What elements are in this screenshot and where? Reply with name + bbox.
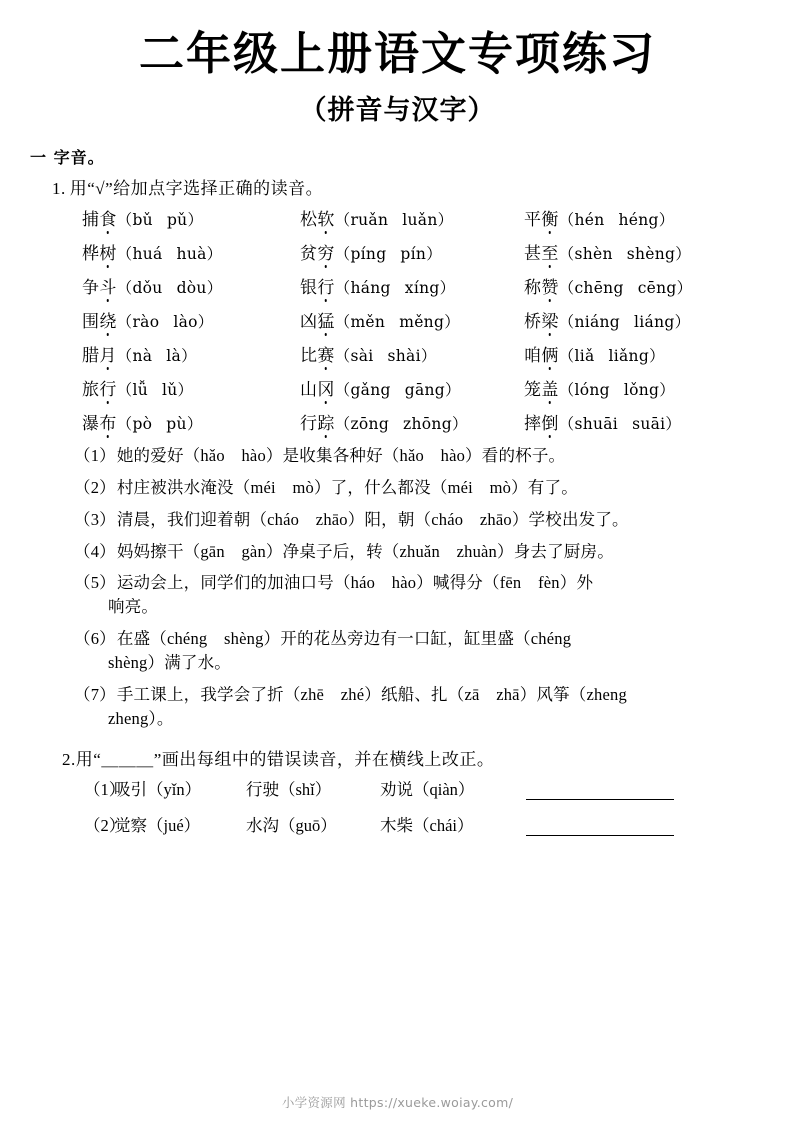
sentence-item[interactable]: [74, 627, 734, 675]
pinyin-item[interactable]: [300, 239, 524, 264]
pinyin-item[interactable]: [82, 341, 300, 366]
answer-blank[interactable]: [526, 820, 674, 836]
pinyin-option-2[interactable]: là: [166, 346, 182, 365]
pinyin-option-1[interactable]: zōng: [350, 414, 390, 433]
pinyin-option-2[interactable]: zhōng: [403, 414, 452, 433]
pinyin-option-1[interactable]: měn: [350, 312, 386, 331]
pinyin-item[interactable]: [82, 307, 300, 332]
word-char: 银: [300, 277, 318, 297]
sentence-text: 运动会上，同学们的加油口号（háo hào）喊得分（fēn fèn）外: [116, 573, 594, 593]
sentence-index: （1）: [74, 445, 116, 465]
sentence-index: （2）: [74, 477, 116, 497]
exercise-2-number: 2.: [62, 749, 76, 769]
pinyin-options: （měn měng）: [334, 312, 460, 331]
section-heading: 一 字音。: [30, 147, 105, 167]
dotted-char: 穷: [317, 239, 334, 264]
word-char: 笼: [524, 379, 542, 399]
sentence-item[interactable]: [74, 476, 734, 500]
exercise-2-row: [84, 776, 734, 800]
pinyin-option-2[interactable]: měng: [399, 312, 445, 331]
pinyin-option-1[interactable]: nà: [132, 346, 153, 365]
sentence-item[interactable]: [74, 508, 734, 532]
pinyin-option-2[interactable]: lào: [173, 312, 198, 331]
word-char: 桥: [524, 311, 542, 331]
pinyin-options: （niáng liáng）: [558, 312, 691, 331]
exercise-1-text: 用“√”给加点字选择正确的读音。: [69, 178, 324, 198]
pinyin-option-1[interactable]: háng: [350, 278, 391, 297]
pinyin-item[interactable]: [82, 205, 300, 230]
word-char: 行: [300, 413, 318, 433]
pinyin-item[interactable]: [300, 341, 524, 366]
pinyin-choice-grid: [82, 205, 722, 434]
sentence-text: 清晨，我们迎着朝（cháo zhāo）阳，朝（cháo zhāo）学校出发了。: [116, 509, 629, 529]
sentence-text: 村庄被洪水淹没（méi mò）了，什么都没（méi mò）有了。: [116, 477, 578, 497]
pinyin-option-2[interactable]: dòu: [176, 278, 207, 297]
pinyin-options: （lǚ lǔ）: [116, 380, 194, 399]
pinyin-options: （bǔ pǔ）: [116, 210, 204, 229]
sentence-index: （5）: [74, 573, 116, 593]
page-title: 二年级上册语文专项练习: [138, 27, 656, 80]
word-char: 甚: [524, 243, 542, 263]
pinyin-option-1[interactable]: shèn: [574, 244, 613, 263]
sentence-continuation: shèng）满了水。: [108, 653, 231, 673]
word-char: 瀑: [82, 413, 100, 433]
pinyin-options: （shuāi suāi）: [558, 414, 682, 433]
word-option[interactable]: 觉察（jué）: [114, 815, 201, 835]
row-index: （2）: [84, 815, 126, 835]
sentence-index: （7）: [74, 685, 116, 705]
pinyin-item[interactable]: [300, 375, 524, 400]
word-option[interactable]: 吸引（yǐn）: [114, 779, 202, 799]
dotted-char: 衡: [541, 205, 558, 230]
sentence-text: 手工课上，我学会了折（zhē zhé）纸船、扎（zā zhā）风筝（zheng: [116, 685, 627, 705]
pinyin-option-2[interactable]: héng: [618, 210, 659, 229]
pinyin-option-1[interactable]: dǒu: [132, 278, 163, 297]
pinyin-option-1[interactable]: lǚ: [132, 380, 148, 399]
sentence-list: [74, 444, 734, 731]
pinyin-item[interactable]: [524, 341, 722, 366]
pinyin-option-2[interactable]: lǔ: [161, 380, 178, 399]
pinyin-item[interactable]: [300, 307, 524, 332]
row-index: （1）: [84, 779, 126, 799]
dotted-char: 梁: [541, 307, 558, 332]
sentence-text: 妈妈擦干（gān gàn）净桌子后，转（zhuǎn zhuàn）身去了厨房。: [116, 541, 614, 561]
pinyin-option-1[interactable]: rào: [132, 312, 160, 331]
word-option[interactable]: 水沟（guō）: [246, 815, 337, 835]
pinyin-option-2[interactable]: huà: [176, 244, 207, 263]
pinyin-option-2[interactable]: suāi: [632, 414, 666, 433]
dotted-char: 食: [99, 205, 116, 230]
dotted-char: 斗: [99, 273, 116, 298]
word-char: 平: [524, 209, 542, 229]
pinyin-options: （pò pù）: [116, 414, 203, 433]
pinyin-item[interactable]: [82, 375, 300, 400]
pinyin-item[interactable]: [524, 239, 722, 264]
word-char: 争: [82, 277, 100, 297]
pinyin-option-2[interactable]: gāng: [404, 380, 445, 399]
pinyin-row: [82, 205, 722, 230]
word-char: 桦: [82, 243, 100, 263]
pinyin-option-2[interactable]: xíng: [404, 278, 440, 297]
pinyin-row: [82, 375, 722, 400]
pinyin-option-2[interactable]: shài: [387, 346, 421, 365]
word-char: 捕: [82, 209, 100, 229]
pinyin-option-1[interactable]: hén: [574, 210, 605, 229]
pinyin-options: （dǒu dòu）: [116, 278, 223, 297]
word-char: 围: [82, 311, 100, 331]
page-subtitle: （拼音与汉字）: [299, 94, 496, 126]
pinyin-option-2[interactable]: liáng: [634, 312, 675, 331]
pinyin-item[interactable]: [524, 375, 722, 400]
dotted-char: 赞: [541, 273, 558, 298]
dotted-char: 布: [99, 409, 116, 434]
dotted-char: 俩: [541, 341, 558, 366]
pinyin-item[interactable]: [300, 273, 524, 298]
pinyin-options: （háng xíng）: [334, 278, 456, 297]
pinyin-row: [82, 341, 722, 366]
pinyin-row: [82, 307, 722, 332]
pinyin-option-2[interactable]: pǔ: [166, 210, 188, 229]
dotted-char: 倒: [541, 409, 558, 434]
exercise-2-rows: [84, 776, 734, 836]
pinyin-option-2[interactable]: luǎn: [402, 210, 438, 229]
pinyin-item[interactable]: [300, 409, 524, 434]
pinyin-row: [82, 409, 722, 434]
pinyin-option-2[interactable]: liǎng: [608, 346, 650, 365]
exercise-2-row: [84, 812, 734, 836]
exercise-1-number: 1.: [52, 178, 66, 198]
sentence-continuation: zheng）。: [108, 709, 174, 729]
pinyin-option-1[interactable]: píng: [350, 244, 387, 263]
dotted-char: 树: [99, 239, 116, 264]
sentence-index: （3）: [74, 509, 116, 529]
pinyin-option-1[interactable]: pò: [132, 414, 153, 433]
word-char: 贫: [300, 243, 318, 263]
sentence-item[interactable]: [74, 444, 734, 468]
word-char: 腊: [82, 345, 100, 365]
dotted-char: 至: [541, 239, 558, 264]
pinyin-option-1[interactable]: sài: [350, 346, 374, 365]
pinyin-option-1[interactable]: niáng: [574, 312, 621, 331]
pinyin-item[interactable]: [524, 273, 722, 298]
pinyin-options: （nà là）: [116, 346, 197, 365]
word-option[interactable]: 木柴（chái）: [380, 815, 474, 835]
pinyin-options: （huá huà）: [116, 244, 223, 263]
dotted-char: 行: [317, 273, 334, 298]
word-option[interactable]: 劝说（qiàn）: [380, 779, 475, 799]
pinyin-item[interactable]: [524, 307, 722, 332]
dotted-char: 赛: [317, 341, 334, 366]
word-char: 山: [300, 379, 318, 399]
pinyin-option-1[interactable]: shuāi: [574, 414, 619, 433]
dotted-char: 月: [99, 341, 116, 366]
word-char: 松: [300, 209, 318, 229]
sentence-continuation: 响亮。: [108, 597, 159, 617]
pinyin-options: （lóng lǒng）: [558, 380, 676, 399]
pinyin-option-1[interactable]: lóng: [574, 380, 610, 399]
pinyin-option-2[interactable]: pù: [166, 414, 187, 433]
dotted-char: 盖: [541, 375, 558, 400]
sentence-item[interactable]: [74, 540, 734, 564]
dotted-char: 行: [99, 375, 116, 400]
sentence-item[interactable]: [74, 683, 734, 731]
pinyin-item[interactable]: [82, 273, 300, 298]
word-option[interactable]: 行驶（shǐ）: [246, 779, 332, 799]
pinyin-options: （ruǎn luǎn）: [334, 210, 454, 229]
pinyin-options: （liǎ liǎng）: [558, 346, 665, 365]
sentence-item[interactable]: [74, 571, 734, 619]
answer-blank[interactable]: [526, 784, 674, 800]
sentence-index: （6）: [74, 629, 116, 649]
pinyin-item[interactable]: [524, 205, 722, 230]
word-char: 摔: [524, 413, 542, 433]
pinyin-options: （rào lào）: [116, 312, 214, 331]
dotted-char: 猛: [317, 307, 334, 332]
pinyin-options: （gǎng gāng）: [334, 380, 461, 399]
pinyin-options: （shèn shèng）: [558, 244, 692, 263]
worksheet-page: [0, 28, 795, 1141]
pinyin-option-1[interactable]: chēng: [574, 278, 624, 297]
pinyin-option-2[interactable]: cēng: [637, 278, 677, 297]
pinyin-options: （píng pín）: [334, 244, 442, 263]
dotted-char: 踪: [317, 409, 334, 434]
pinyin-options: （zōng zhōng）: [334, 414, 468, 433]
word-char: 咱: [524, 345, 542, 365]
pinyin-option-2[interactable]: pín: [400, 244, 427, 263]
word-char: 比: [300, 345, 318, 365]
sentence-text: 在盛（chéng shèng）开的花丛旁边有一口缸，缸里盛（chéng: [116, 629, 572, 649]
pinyin-option-1[interactable]: bǔ: [132, 210, 153, 229]
sentence-index: （4）: [74, 541, 116, 561]
sentence-text: 她的爱好（hǎo hào）是收集各种好（hǎo hào）看的杯子。: [116, 445, 566, 465]
pinyin-item[interactable]: [300, 205, 524, 230]
pinyin-item[interactable]: [82, 409, 300, 434]
exercise-1-title: [52, 174, 795, 199]
word-char: 称: [524, 277, 542, 297]
dotted-char: 绕: [99, 307, 116, 332]
pinyin-options: （sài shài）: [334, 346, 437, 365]
word-char: 凶: [300, 311, 318, 331]
pinyin-item[interactable]: [82, 239, 300, 264]
pinyin-option-1[interactable]: huá: [132, 244, 163, 263]
dotted-char: 冈: [317, 375, 334, 400]
pinyin-option-2[interactable]: shèng: [626, 244, 676, 263]
pinyin-row: [82, 273, 722, 298]
pinyin-options: （hén héng）: [558, 210, 675, 229]
pinyin-option-1[interactable]: gǎng: [350, 380, 391, 399]
pinyin-option-1[interactable]: ruǎn: [350, 210, 389, 229]
watermark: 小学资源网 https://xueke.woiay.com/: [281, 1095, 514, 1110]
exercise-2-text: 用“＿＿＿”画出每组中的错误读音，并在横线上改正。: [75, 749, 495, 769]
dotted-char: 软: [317, 205, 334, 230]
pinyin-option-2[interactable]: lǒng: [623, 380, 660, 399]
word-char: 旅: [82, 379, 100, 399]
pinyin-option-1[interactable]: liǎ: [574, 346, 595, 365]
pinyin-item[interactable]: [524, 409, 722, 434]
exercise-2-title: [62, 745, 795, 770]
pinyin-options: （chēng cēng）: [558, 278, 693, 297]
pinyin-row: [82, 239, 722, 264]
